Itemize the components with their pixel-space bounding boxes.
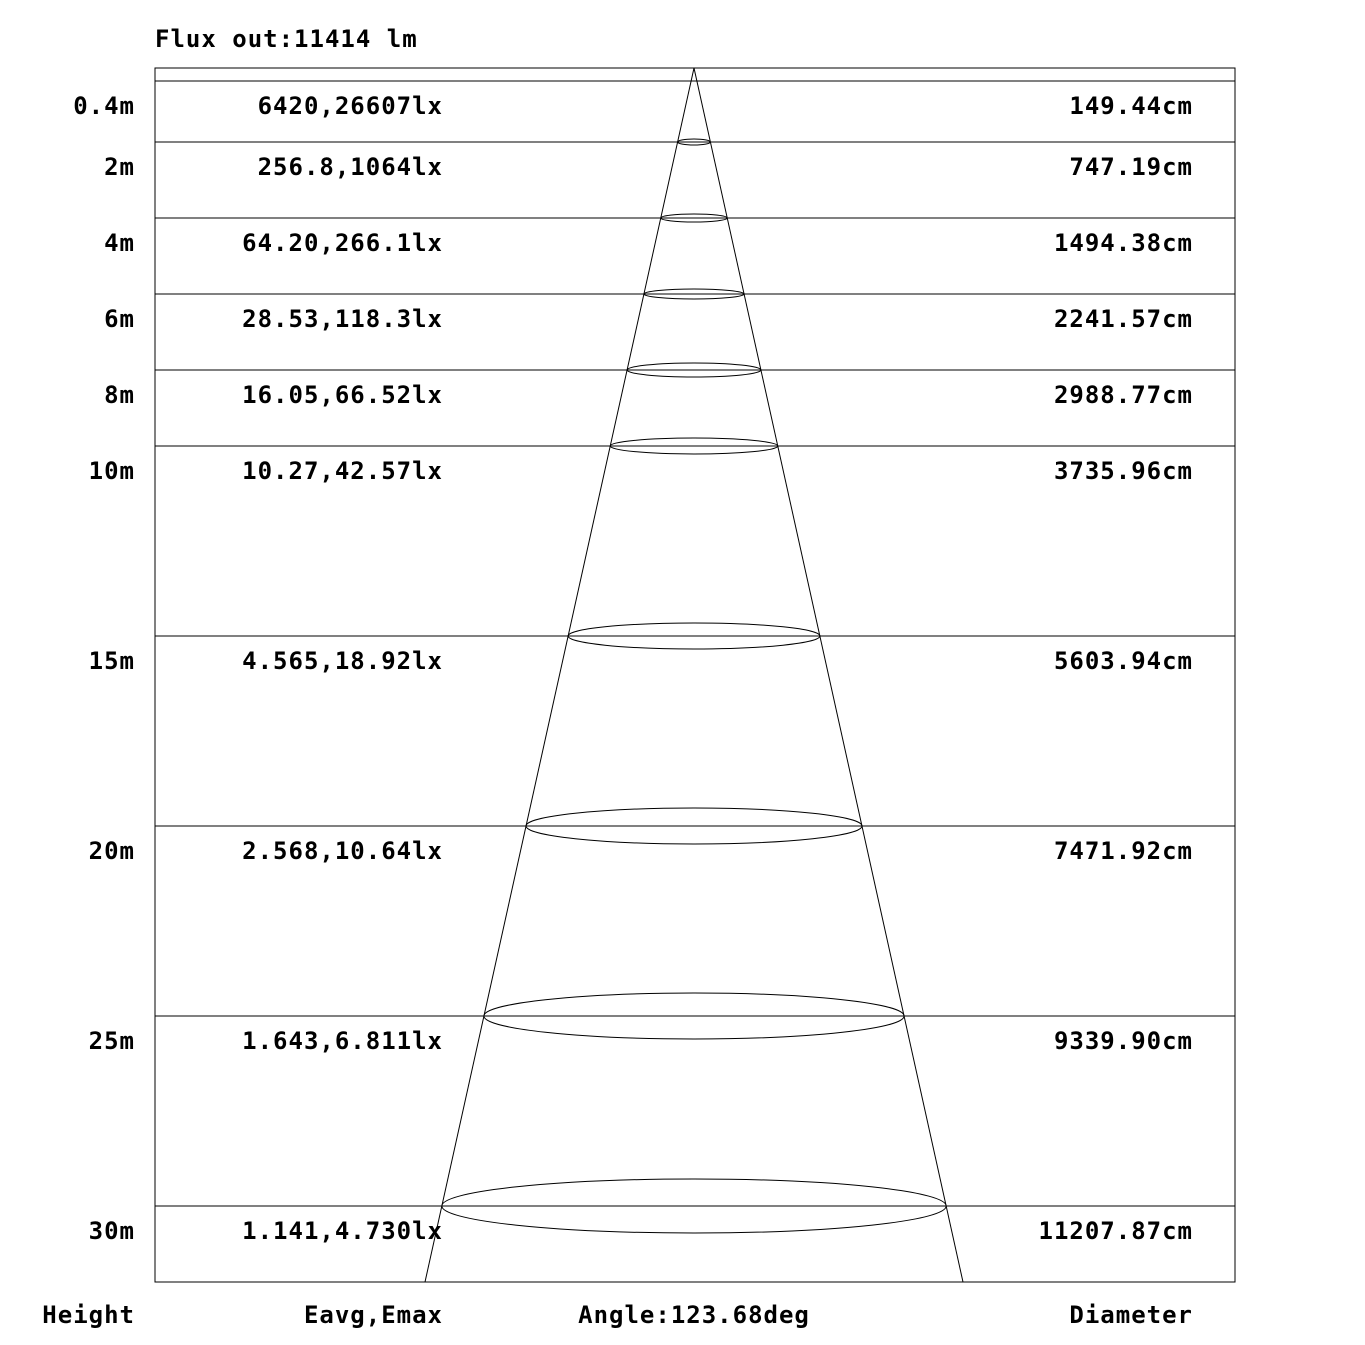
illuminance-value: 16.05,66.52lx xyxy=(242,381,443,409)
height-row xyxy=(73,81,1235,120)
height-row xyxy=(89,808,1235,865)
rows-group xyxy=(73,81,1235,1245)
height-label: 15m xyxy=(88,647,135,675)
illuminance-value: 4.565,18.92lx xyxy=(242,647,443,675)
height-label: 4m xyxy=(104,229,135,257)
height-label: 20m xyxy=(88,837,135,865)
height-row xyxy=(89,623,1235,675)
height-row xyxy=(104,289,1235,333)
illuminance-value: 10.27,42.57lx xyxy=(242,457,443,485)
diameter-column-label: Diameter xyxy=(1069,1301,1193,1329)
diameter-value: 2988.77cm xyxy=(1053,381,1193,409)
height-row xyxy=(104,363,1235,409)
height-label: 6m xyxy=(104,305,135,333)
illuminance-value: 2.568,10.64lx xyxy=(242,837,443,865)
height-label: 10m xyxy=(88,457,135,485)
height-column-label: Height xyxy=(42,1301,135,1329)
diameter-value: 9339.90cm xyxy=(1053,1027,1193,1055)
height-row xyxy=(104,139,1235,181)
illuminance-value: 28.53,118.3lx xyxy=(242,305,443,333)
illuminance-value: 256.8,1064lx xyxy=(257,153,443,181)
height-row xyxy=(89,438,1235,485)
height-row xyxy=(104,214,1235,257)
diameter-value: 5603.94cm xyxy=(1053,647,1193,675)
height-label: 8m xyxy=(104,381,135,409)
illuminance-value: 64.20,266.1lx xyxy=(242,229,443,257)
height-row xyxy=(89,993,1235,1055)
diameter-value: 3735.96cm xyxy=(1053,457,1193,485)
height-row xyxy=(89,1179,1235,1245)
height-label: 30m xyxy=(88,1217,135,1245)
diameter-value: 149.44cm xyxy=(1069,92,1193,120)
height-label: 2m xyxy=(104,153,135,181)
diameter-value: 1494.38cm xyxy=(1053,229,1193,257)
beam-angle-label: Angle:123.68deg xyxy=(578,1301,810,1329)
flux-title: Flux out:11414 lm xyxy=(155,25,418,53)
beam-edge-right xyxy=(694,68,963,1282)
diameter-value: 11207.87cm xyxy=(1038,1217,1193,1245)
illuminance-value: 1.141,4.730lx xyxy=(242,1217,443,1245)
height-label: 0.4m xyxy=(73,92,135,120)
illuminance-value: 1.643,6.811lx xyxy=(242,1027,443,1055)
diameter-value: 747.19cm xyxy=(1069,153,1193,181)
height-label: 25m xyxy=(88,1027,135,1055)
illuminance-value: 6420,26607lx xyxy=(257,92,443,120)
diameter-value: 2241.57cm xyxy=(1053,305,1193,333)
diameter-value: 7471.92cm xyxy=(1053,837,1193,865)
beam-edge-left xyxy=(425,68,694,1282)
illuminance-column-label: Eavg,Emax xyxy=(303,1301,443,1329)
